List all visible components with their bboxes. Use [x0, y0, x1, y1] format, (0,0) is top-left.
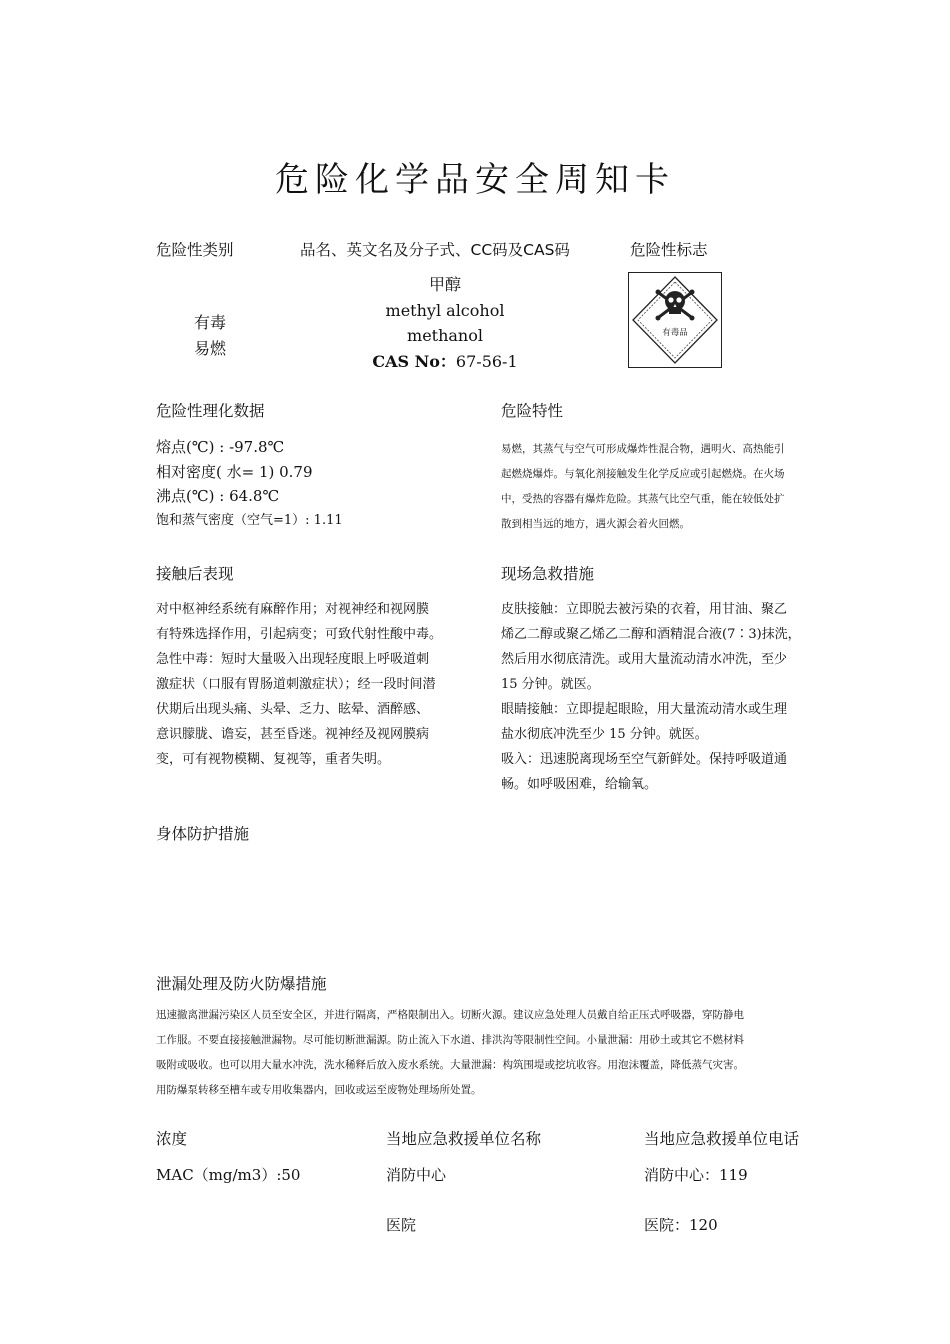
firstaid-line: 盐水彻底冲洗至少 15 分钟。就医。: [501, 727, 708, 742]
leak-line: 迅速撤离泄漏污染区人员至安全区，并进行隔离，严格限制出入。切断火源。建议应急处理人员戴自给正压式呼吸器，穿防静电: [156, 1009, 744, 1021]
contact-line: 伏期后出现头痛、头晕、乏力、眩晕、酒醉感、: [156, 702, 430, 717]
firstaid-line: 眼睛接触：立即提起眼睑，用大量流动清水或生理: [501, 702, 788, 717]
physchem-heading: 危险性理化数据: [156, 402, 265, 420]
phone-fire-center: 消防中心：119: [644, 1166, 748, 1184]
hazard-line: 中，受热的容器有爆炸危险。其蒸气比空气重，能在较低处扩: [501, 493, 785, 505]
leak-heading: 泄漏处理及防火防爆措施: [156, 975, 327, 993]
hazard-properties-heading: 危险特性: [501, 402, 564, 420]
product-cas: [345, 349, 545, 375]
hazard-category-flammable: 易燃: [193, 339, 226, 358]
vapor-density: 饱和蒸气密度（空气=1）: 1.11: [156, 512, 343, 528]
contact-line: 变，可有视物模糊、复视等，重者失明。: [156, 752, 391, 767]
hazard-category-heading: 危险性类别: [156, 241, 234, 259]
product-cn-name: 甲醇: [428, 275, 461, 294]
concentration-heading: 浓度: [156, 1130, 188, 1148]
product-en-name-1: methyl alcohol: [385, 300, 505, 320]
firstaid-line: 吸入：迅速脱离现场至空气新鲜处。保持呼吸道通: [501, 752, 788, 767]
firstaid-line: 15 分钟。就医。: [501, 677, 600, 692]
leak-line: 工作服。不要直接接触泄漏物。尽可能切断泄漏源。防止流入下水道、排洪沟等限制性空间。小量泄漏：用砂土或其它不燃材料: [156, 1034, 744, 1046]
contact-line: 有特殊选择作用，引起病变；可致代射性酸中毒。: [156, 627, 443, 642]
contact-line: 意识朦胧、谵妄，甚至昏迷。视神经及视网膜病: [156, 727, 430, 742]
product-info: [345, 272, 545, 374]
leak-text: [156, 1003, 836, 1103]
boiling-point: 沸点(℃) : 64.8℃: [156, 487, 280, 505]
firstaid-line: 然后用水彻底清洗。或用大量流动清水冲洗，至少: [501, 652, 788, 667]
physchem-data: [156, 435, 476, 533]
hazard-category-values: [160, 310, 260, 362]
firstaid-line: 烯乙二醇或聚乙烯乙二醇和酒精混合液(7∶3)抹洗，: [501, 627, 801, 642]
hazard-sign: [628, 272, 722, 368]
hazard-sign-heading: 危险性标志: [630, 241, 708, 259]
toxic-diamond-icon: [629, 273, 721, 367]
relative-density: 相对密度( 水= 1) 0.79: [156, 462, 313, 481]
leak-line: 吸附或吸收。也可以用大量水冲洗，洗水稀释后放入废水系统。大量泄漏：构筑围堤或挖坑收容。用泡沫覆盖，降低蒸气灾害。: [156, 1059, 744, 1071]
firstaid-heading: 现场急救措施: [501, 565, 595, 583]
melting-point: 熔点(℃) : -97.8℃: [156, 438, 285, 456]
contact-text: [156, 597, 476, 772]
protection-heading: 身体防护措施: [156, 825, 250, 843]
phone-hospital: 医院：120: [644, 1216, 718, 1234]
sign-label: 有毒品: [662, 328, 688, 338]
contact-line: 急性中毒：短时大量吸入出现轻度眼上呼吸道刺: [156, 652, 430, 667]
firstaid-line: 皮肤接触：立即脱去被污染的衣着，用甘油、聚乙: [501, 602, 788, 617]
hazard-line: 散到相当远的地方，遇火源会着火回燃。: [501, 518, 690, 530]
cas-value: 67-56-1: [455, 351, 518, 371]
cas-label: CAS No：: [372, 351, 456, 371]
contact-line: 激症状（口服有胃肠道刺激症状）；经一段时间潜: [156, 677, 436, 692]
unit-hospital: 医院: [386, 1216, 417, 1234]
hazard-category-toxic: 有毒: [193, 313, 226, 332]
name-info-heading: 品名、英文名及分子式、CC码及CAS码: [300, 241, 570, 259]
leak-line: 用防爆泵转移至槽车或专用收集器内，回收或运至废物处理场所处置。: [156, 1084, 482, 1096]
unit-phone-heading: 当地应急救援单位电话: [644, 1130, 800, 1148]
hazard-line: 起燃烧爆炸。与氧化剂接触发生化学反应或引起燃烧。在火场: [501, 468, 785, 480]
firstaid-text: [501, 597, 831, 797]
unit-fire-center: 消防中心: [386, 1166, 447, 1184]
contact-heading: 接触后表现: [156, 565, 234, 583]
page-title: 危险化学品安全周知卡: [275, 160, 675, 200]
firstaid-line: 畅。如呼吸困难，给输氧。: [501, 777, 658, 792]
contact-line: 对中枢神经系统有麻醉作用；对视神经和视网膜: [156, 602, 430, 617]
hazard-properties-text: [501, 437, 841, 537]
hazard-line: 易燃，其蒸气与空气可形成爆炸性混合物，遇明火、高热能引: [501, 443, 785, 455]
product-en-name-2: methanol: [407, 326, 483, 345]
unit-name-heading: 当地应急救援单位名称: [386, 1130, 542, 1148]
mac-value: MAC（mg/m3）:50: [156, 1166, 301, 1184]
